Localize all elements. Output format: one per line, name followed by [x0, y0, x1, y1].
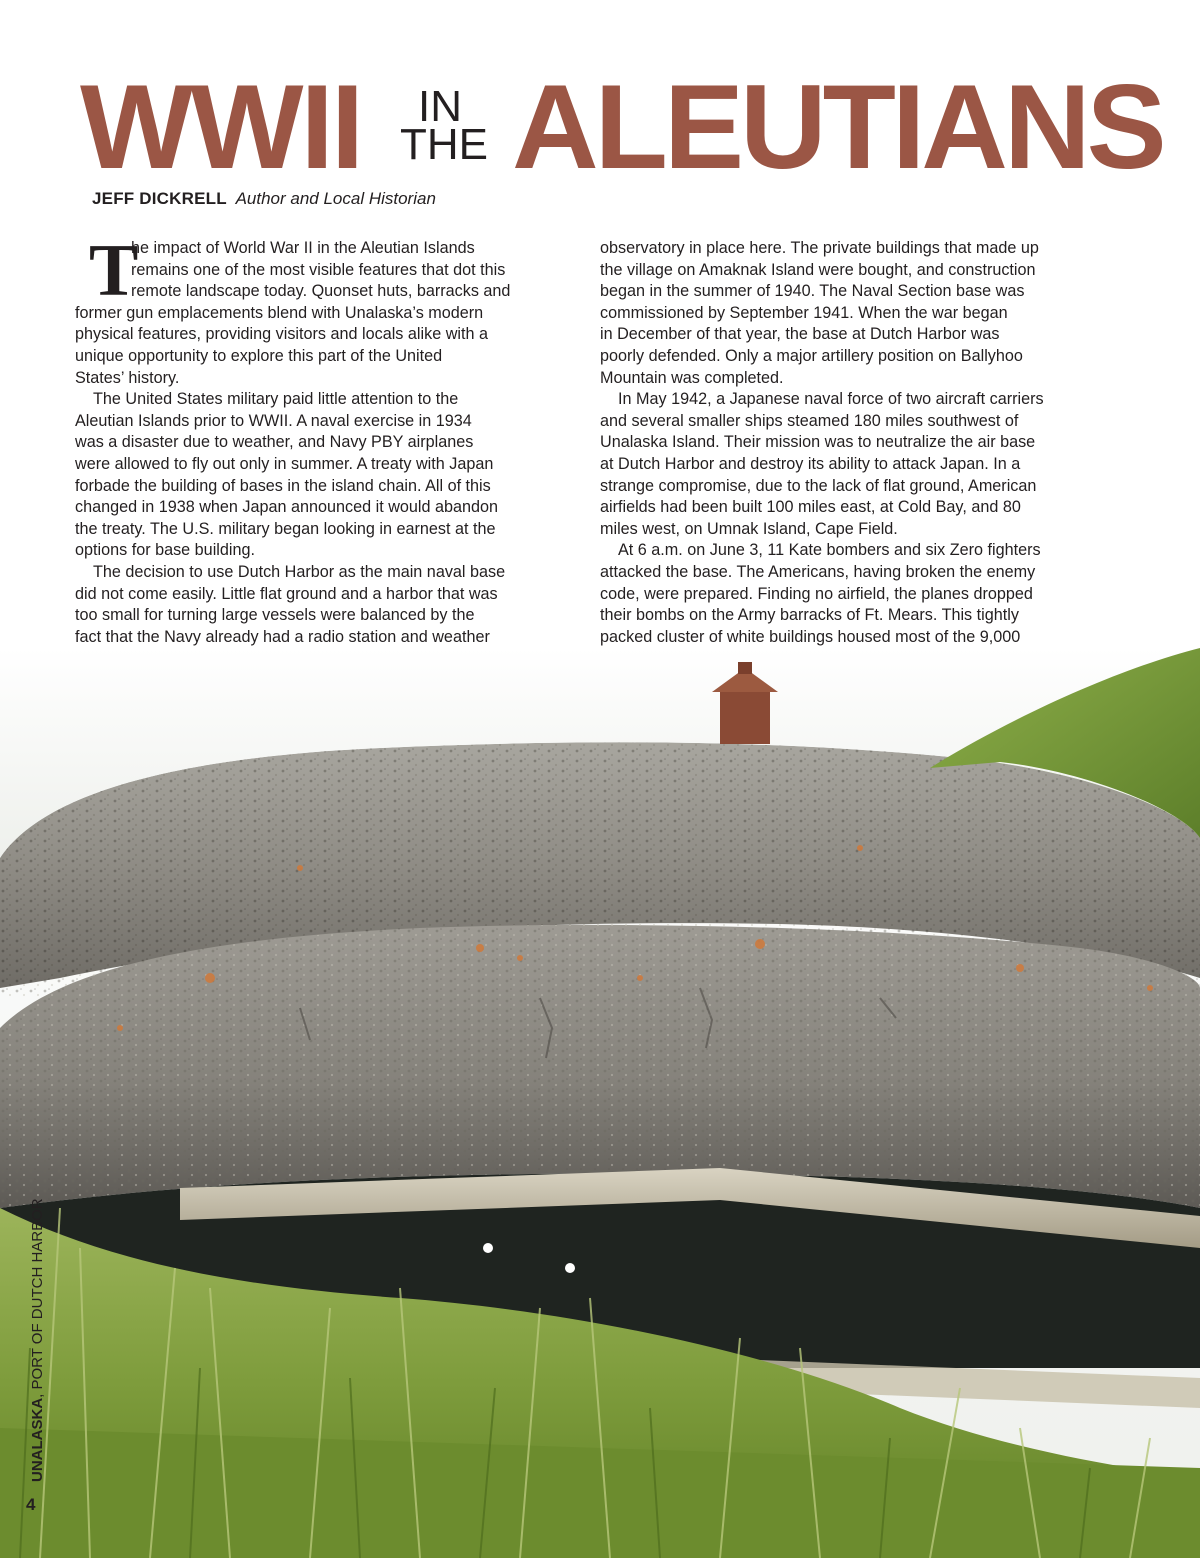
article-line: fact that the Navy already had a radio station and weather [75, 627, 490, 646]
author-name: JEFF DICKRELL [92, 189, 227, 208]
folio-subtitle: , PORT OF DUTCH HARBOR [29, 1198, 46, 1398]
article-line: Mountain was completed. [600, 368, 784, 387]
article-line: began in the summer of 1940. The Naval Section base was [600, 282, 1025, 301]
page-number: 4 [26, 1495, 36, 1514]
article-line: The decision to use Dutch Harbor as the main naval base [93, 562, 506, 581]
article-line: States’ history. [75, 368, 180, 387]
article-line: at Dutch Harbor and destroy its ability to attack Japan. In a [600, 454, 1021, 473]
bunker-photo [0, 648, 1200, 1558]
folio-publication: UNALASKA [29, 1397, 46, 1482]
article-line: In May 1942, a Japanese naval force of two aircraft carriers [618, 390, 1044, 409]
article-line: code, were prepared. Finding no airfield, the planes dropped [600, 584, 1033, 603]
article-line: packed cluster of white buildings housed most of the 9,000 [600, 627, 1021, 646]
article-line: physical features, providing visitors and locals alike with a [75, 325, 488, 344]
article-line: the treaty. The U.S. military began looking in earnest at the [75, 519, 496, 538]
article-line: too small for turning large vessels were balanced by the [75, 606, 475, 625]
article-line: were allowed to fly out only in summer. A treaty with Japan [75, 454, 494, 473]
article-line: airfields had been built 100 miles east, at Cold Bay, and 80 [600, 498, 1021, 517]
article-line: strange compromise, due to the lack of flat ground, American [600, 476, 1037, 495]
article-line: in December of that year, the base at Dutch Harbor was [600, 325, 1000, 344]
headline-in: IN [418, 82, 462, 131]
article-line: poorly defended. Only a major artillery position on Ballyhoo [600, 346, 1023, 365]
article-line: remote landscape today. Quonset huts, barracks and [131, 282, 511, 301]
bunker-illustration [0, 648, 1200, 1558]
article-line: he impact of World War II in the Aleutian Islands [131, 239, 475, 257]
headline-the: THE [400, 120, 488, 169]
article-line: observatory in place here. The private buildings that made up [600, 239, 1039, 257]
byline [92, 188, 436, 210]
article-line: forbade the building of bases in the island chain. All of this [75, 476, 491, 495]
article-line: and several smaller ships steamed 180 miles southwest of [600, 411, 1019, 430]
article-column-left [75, 230, 561, 648]
article-line: changed in 1938 when Japan announced it would abandon [75, 498, 499, 517]
drop-cap: T [89, 230, 139, 312]
article-line: commissioned by September 1941. When the war began [600, 303, 1008, 322]
article-line: options for base building. [75, 541, 255, 560]
article-line: was a disaster due to weather, and Navy PBY airplanes [75, 433, 474, 452]
article-line: their bombs on the Army barracks of Ft. Mears. This tightly [600, 606, 1019, 625]
folio [28, 1152, 48, 1482]
article-line: Aleutian Islands prior to WWII. A naval exercise in 1934 [75, 411, 472, 430]
article-line: the village on Amaknak Island were bought, and construction [600, 260, 1036, 279]
article-column-right [600, 238, 1100, 648]
article-line: miles west, on Umnak Island, Cape Field. [600, 519, 898, 538]
article-line: remains one of the most visible features that dot this [131, 260, 506, 279]
headline-wwii: WWII [80, 60, 362, 194]
article-line: Unalaska Island. Their mission was to neutralize the air base [600, 433, 1036, 452]
article-line: The United States military paid little attention to the [93, 390, 459, 409]
headline-aleutians: ALEUTIANS [512, 60, 1163, 194]
article-line: unique opportunity to explore this part of the United [75, 346, 443, 365]
headline [74, 60, 1163, 194]
article-line: did not come easily. Little flat ground and a harbor that was [75, 584, 498, 603]
article-line: former gun emplacements blend with Unalaska’s modern [75, 303, 484, 322]
article-line: At 6 a.m. on June 3, 11 Kate bombers and six Zero fighters [618, 541, 1041, 560]
author-role: Author and Local Historian [235, 189, 436, 208]
article-line: attacked the base. The Americans, having broken the enemy [600, 562, 1036, 581]
